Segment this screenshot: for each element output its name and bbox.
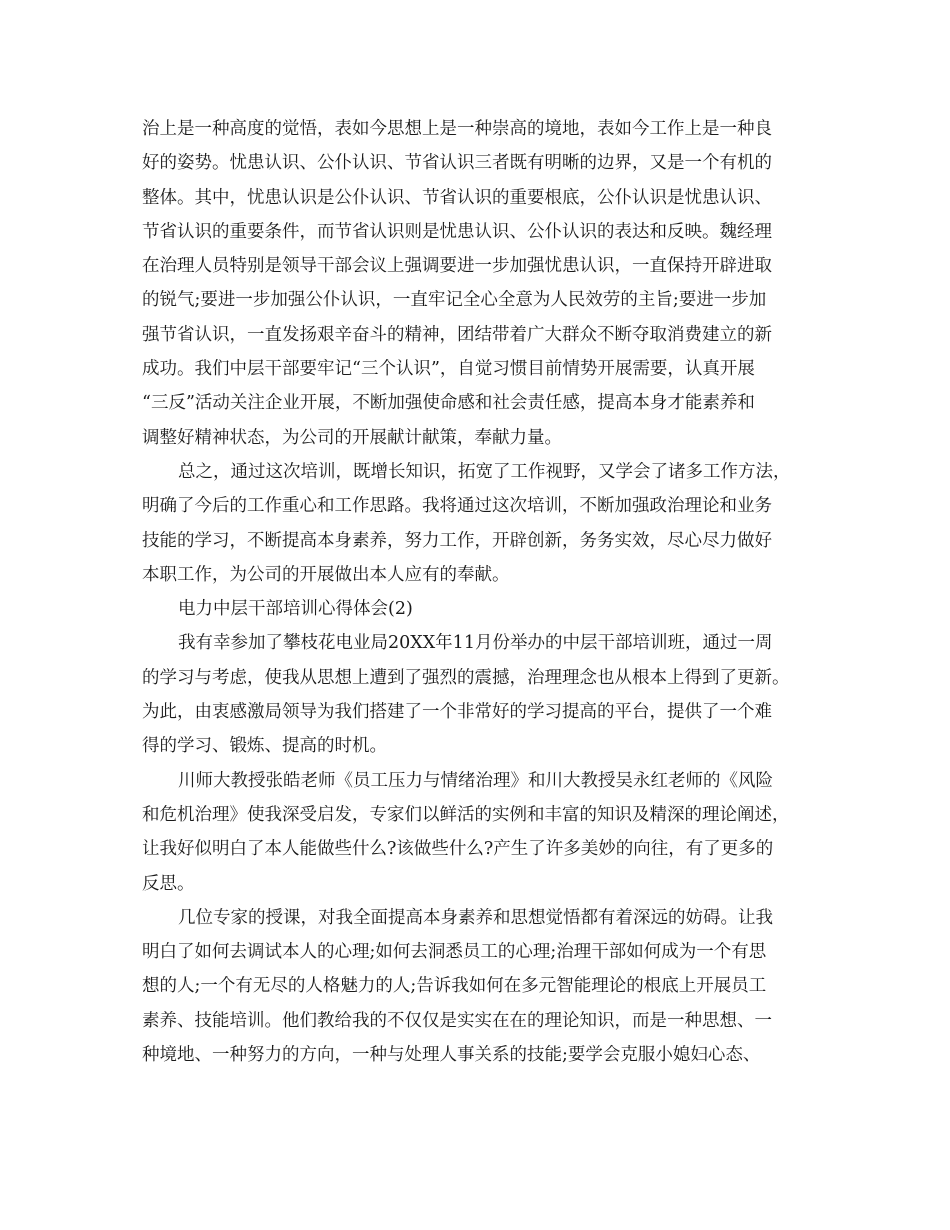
text-line: 素养、技能培训。他们教给我的不仅仅是实实在在的理论知识，而是一种思想、一	[142, 1010, 772, 1031]
text-line: 在治理人员特别是领导干部会议上强调要进一步加强忧患认识，一直保持开辟进取	[142, 256, 772, 277]
text-line: 和危机治理》使我深受启发，专家们以鲜活的实例和丰富的知识及精深的理论阐述，	[142, 804, 790, 825]
text-line: 的锐气;要进一步加强公仆认识，一直牢记全心全意为人民效劳的主旨;要进一步加	[142, 290, 767, 311]
text-line: 想的人;一个有无尽的人格魅力的人;告诉我如何在多元智能理论的根底上开展员工	[142, 976, 767, 997]
text-line: 川师大教授张皓老师《员工压力与情绪治理》和川大教授吴永红老师的《风险	[178, 770, 773, 791]
text-line: 明确了今后的工作重心和工作思路。我将通过这次培训，不断加强政治理论和业务	[142, 496, 772, 517]
text-line: 治上是一种高度的觉悟，表如今思想上是一种崇高的境地，表如今工作上是一种良	[142, 119, 772, 139]
text-line: 的学习与考虑，使我从思想上遭到了强烈的震撼，治理理念也从根本上得到了更新。	[142, 667, 790, 688]
text-line: “三反”活动关注企业开展，不断加强使命感和社会责任感，提高本身才能素养和	[142, 393, 755, 414]
text-line: 种境地、一种努力的方向，一种与处理人事关系的技能;要学会克服小媳妇心态、	[142, 1045, 761, 1066]
text-line: 明白了如何去调试本人的心理;如何去洞悉员工的心理;治理干部如何成为一个有思	[142, 942, 767, 963]
text-line: 技能的学习，不断提高本身素养，努力工作，开辟创新，务务实效，尽心尽力做好	[142, 530, 772, 551]
text-line: 节省认识的重要条件，而节省认识则是忧患认识、公仆认识的表达和反映。魏经理	[142, 221, 772, 242]
text-line: 几位专家的授课，对我全面提高本身素养和思想觉悟都有着深远的妨碍。让我	[178, 907, 773, 928]
text-line: 强节省认识，一直发扬艰辛奋斗的精神，团结带着广大群众不断夺取消费建立的新	[142, 324, 772, 345]
text-line: 电力中层干部培训心得体会(2)	[178, 599, 413, 620]
text-line: 整体。其中，忧患认识是公仆认识、节省认识的重要根底，公仆认识是忧患认识、	[142, 187, 772, 208]
text-line: 反思。	[142, 873, 195, 894]
text-line: 得的学习、锻炼、提高的时机。	[142, 736, 387, 757]
text-line: 让我好似明白了本人能做些什么?该做些什么?产生了许多美妙的向往，有了更多的	[142, 839, 774, 860]
text-line: 成功。我们中层干部要牢记“三个认识”，自觉习惯目前情势开展需要，认真开展	[142, 359, 755, 380]
text-line: 我有幸参加了攀枝花电业局20XX年11月份举办的中层干部培训班，通过一周	[178, 633, 773, 654]
document-page	[142, 112, 822, 1072]
text-line: 本职工作，为公司的开展做出本人应有的奉献。	[142, 564, 510, 585]
text-line: 总之，通过这次培训，既增长知识，拓宽了工作视野，又学会了诸多工作方法，	[178, 461, 791, 482]
text-line: 为此，由衷感激局领导为我们搭建了一个非常好的学习提高的平台，提供了一个难	[142, 702, 772, 723]
text-line: 调整好精神状态，为公司的开展献计献策，奉献力量。	[142, 427, 562, 448]
text-line: 好的姿势。忧患认识、公仆认识、节省认识三者既有明晰的边界，又是一个有机的	[142, 153, 772, 174]
